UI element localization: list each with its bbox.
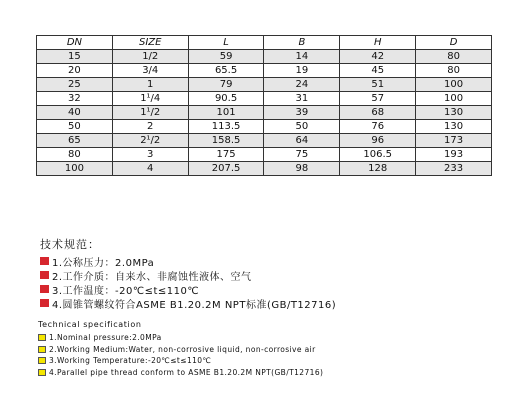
chinese-spec-title: 技术规范： [40,238,100,251]
cell-d: 233 [416,162,492,176]
cell-h: 106.5 [340,148,416,162]
header-b: B [264,36,340,50]
chinese-spec-text: 2.工作介质：自来水、非腐蚀性液体、空气 [52,271,252,283]
cell-dn: 32 [37,92,113,106]
red-square-bullet-icon [40,299,49,307]
table-row [37,106,492,120]
cell-dn: 40 [37,106,113,120]
table-row [37,92,492,106]
english-spec-text: 2.Working Medium:Water, non-corrosive liquid, non-corrosive air [49,344,316,354]
dimension-table [36,35,492,176]
cell-size: 2¹/2 [112,134,188,148]
cell-dn: 100 [37,162,113,176]
table-row [37,78,492,92]
cell-h: 68 [340,106,416,120]
cell-d: 80 [416,50,492,64]
cell-size: 1¹/2 [112,106,188,120]
cell-dn: 15 [37,50,113,64]
cell-size: 1¹/4 [112,92,188,106]
cell-b: 98 [264,162,340,176]
yellow-square-bullet-icon [38,334,46,341]
cell-dn: 65 [37,134,113,148]
cell-size: 4 [112,162,188,176]
red-square-bullet-icon [40,271,49,279]
english-spec-item [38,367,323,379]
cell-d: 173 [416,134,492,148]
header-l: L [188,36,264,50]
header-size: SIZE [112,36,188,50]
english-spec-title: Technical specification [38,320,142,329]
yellow-square-bullet-icon [38,369,46,376]
red-square-bullet-icon [40,285,49,293]
header-dn: DN [37,36,113,50]
english-spec-section [38,320,323,378]
cell-h: 51 [340,78,416,92]
cell-l: 65.5 [188,64,264,78]
english-spec-item [38,355,323,367]
cell-h: 57 [340,92,416,106]
cell-size: 1 [112,78,188,92]
header-h: H [340,36,416,50]
cell-d: 100 [416,78,492,92]
cell-dn: 80 [37,148,113,162]
table-header-row [37,36,492,50]
cell-l: 79 [188,78,264,92]
cell-b: 24 [264,78,340,92]
english-spec-item [38,344,323,356]
cell-dn: 50 [37,120,113,134]
cell-size: 3/4 [112,64,188,78]
cell-d: 100 [416,92,492,106]
cell-b: 19 [264,64,340,78]
cell-size: 1/2 [112,50,188,64]
cell-size: 2 [112,120,188,134]
cell-b: 14 [264,50,340,64]
yellow-square-bullet-icon [38,346,46,353]
english-spec-text: 4.Parallel pipe thread conform to ASME B1.20.2M NPT(GB/T12716) [49,367,324,377]
cell-l: 175 [188,148,264,162]
yellow-square-bullet-icon [38,357,46,364]
chinese-spec-item [40,296,336,310]
red-square-bullet-icon [40,257,49,265]
cell-dn: 25 [37,78,113,92]
cell-l: 101 [188,106,264,120]
table-row [37,134,492,148]
cell-h: 128 [340,162,416,176]
cell-d: 80 [416,64,492,78]
cell-h: 96 [340,134,416,148]
chinese-spec-item [40,282,336,296]
cell-dn: 20 [37,64,113,78]
cell-b: 64 [264,134,340,148]
cell-b: 75 [264,148,340,162]
cell-h: 76 [340,120,416,134]
cell-l: 59 [188,50,264,64]
cell-b: 50 [264,120,340,134]
cell-l: 158.5 [188,134,264,148]
cell-b: 39 [264,106,340,120]
table-row [37,162,492,176]
chinese-spec-text: 1.公称压力：2.0MPa [52,257,155,269]
english-spec-text: 1.Nominal pressure:2.0MPa [49,333,162,343]
cell-b: 31 [264,92,340,106]
cell-size: 3 [112,148,188,162]
cell-l: 207.5 [188,162,264,176]
table-row [37,64,492,78]
table-row [37,50,492,64]
cell-d: 130 [416,106,492,120]
chinese-spec-text: 4.圆锥管螺纹符合ASME B1.20.2M NPT标准(GB/T12716) [52,299,337,311]
cell-l: 113.5 [188,120,264,134]
chinese-spec-section [40,236,336,310]
table-row [37,120,492,134]
cell-d: 193 [416,148,492,162]
table-row [37,148,492,162]
chinese-spec-item [40,254,336,268]
chinese-spec-text: 3.工作温度：-20℃≤t≤110℃ [52,285,200,297]
cell-d: 130 [416,120,492,134]
cell-l: 90.5 [188,92,264,106]
chinese-spec-item [40,268,336,282]
cell-h: 42 [340,50,416,64]
english-spec-item [38,332,323,344]
header-d: D [416,36,492,50]
english-spec-text: 3.Working Temperature:-20℃≤t≤110℃ [49,356,212,366]
cell-h: 45 [340,64,416,78]
